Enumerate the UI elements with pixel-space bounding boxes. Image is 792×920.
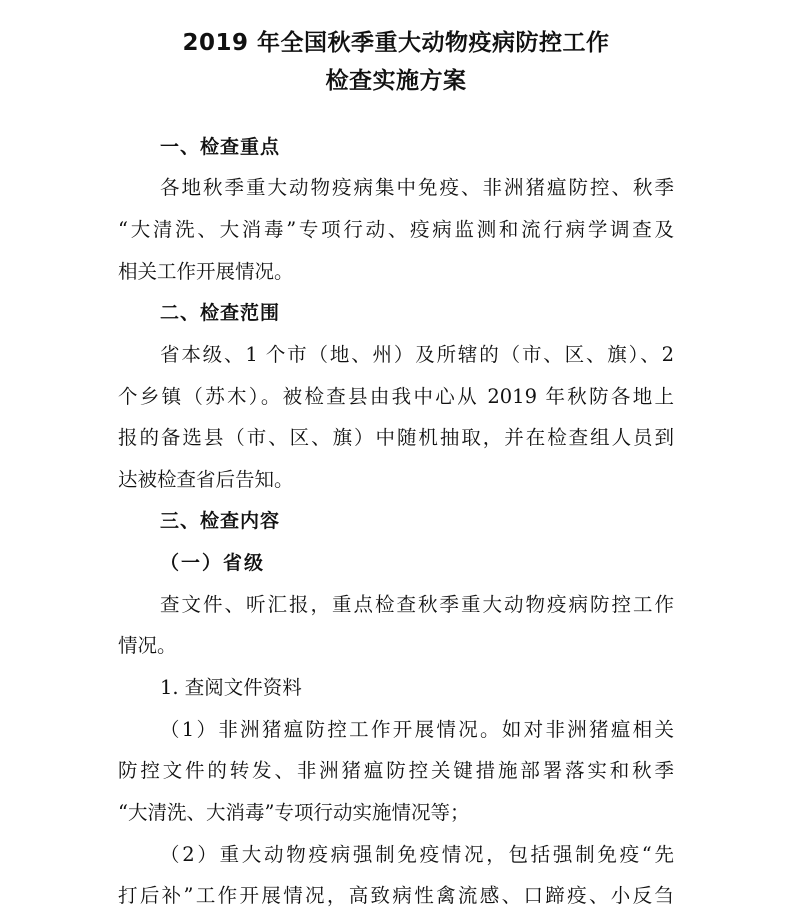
paragraph-line: “大清洗、大消毒”专项行动实施情况等； xyxy=(118,801,470,824)
document-title-line-1: 2019 年全国秋季重大动物疫病防控工作 xyxy=(182,30,610,56)
paragraph-line: （1）非洲猪瘟防控工作开展情况。如对非洲猪瘟相关 xyxy=(160,718,674,741)
paragraph-line: 省本级、1 个市（地、州）及所辖的（市、区、旗）、2 xyxy=(160,343,674,366)
paragraph-line: 个乡镇（苏木）。被检查县由我中心从 2019 年秋防各地上 xyxy=(118,385,674,408)
paragraph-line: 打后补”工作开展情况，高致病性禽流感、口蹄疫、小反刍 xyxy=(118,884,674,907)
paragraph-line: 相关工作开展情况。 xyxy=(118,260,294,283)
section-heading-focus: 一、检查重点 xyxy=(160,136,281,158)
document-title-line-2: 检查实施方案 xyxy=(325,68,467,94)
section-heading-content: 三、检查内容 xyxy=(160,510,281,532)
subsection-heading-provincial: （一）省级 xyxy=(160,552,266,574)
paragraph-line: 查文件、听汇报，重点检查秋季重大动物疫病防控工作 xyxy=(160,593,674,616)
section-heading-scope: 二、检查范围 xyxy=(160,302,281,324)
paragraph-line: 报的备选县（市、区、旗）中随机抽取，并在检查组人员到 xyxy=(118,426,674,449)
paragraph-line: “大清洗、大消毒”专项行动、疫病监测和流行病学调查及 xyxy=(118,218,674,241)
paragraph-line: 各地秋季重大动物疫病集中免疫、非洲猪瘟防控、秋季 xyxy=(160,176,674,199)
paragraph-line: 达被检查省后告知。 xyxy=(118,468,294,491)
list-item-heading: 1. 查阅文件资料 xyxy=(160,676,302,699)
paragraph-line: 防控文件的转发、非洲猪瘟防控关键措施部署落实和秋季 xyxy=(118,759,674,782)
paragraph-line: 情况。 xyxy=(118,634,177,657)
paragraph-line: （2）重大动物疫病强制免疫情况，包括强制免疫“先 xyxy=(160,843,674,866)
